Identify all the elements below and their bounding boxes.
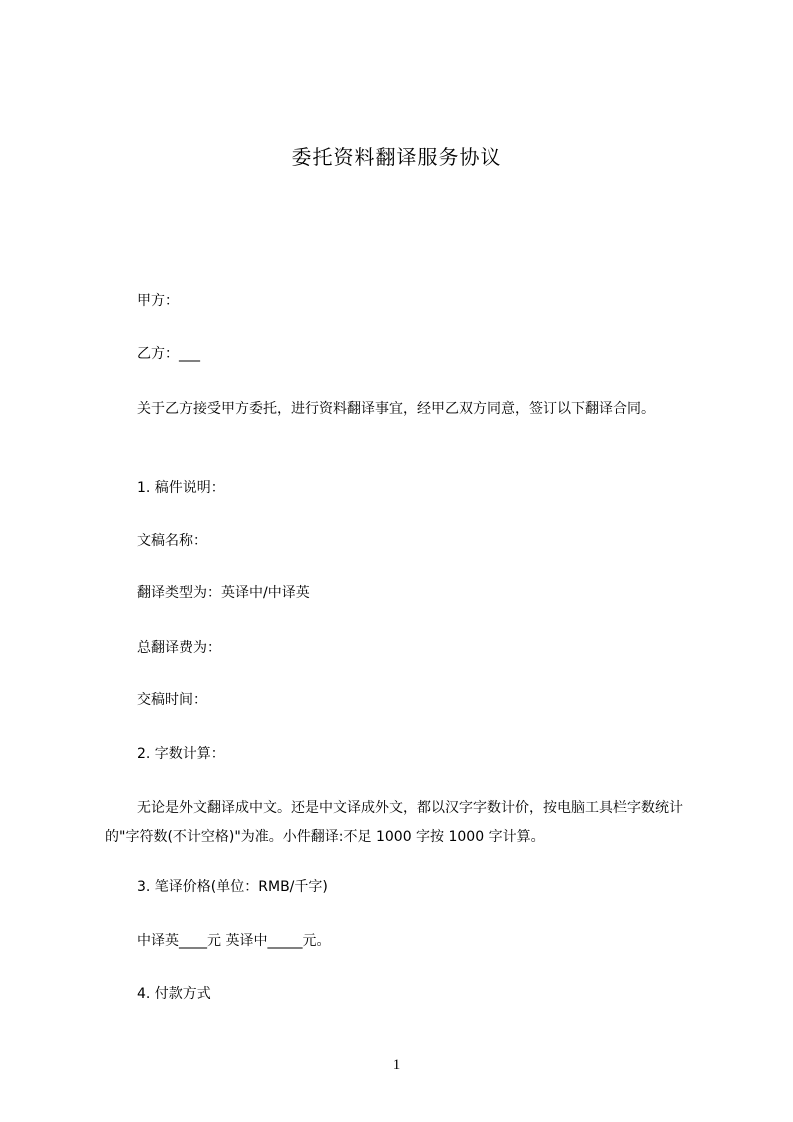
word-count-paragraph: 无论是外文翻译成中文。还是中文译成外文，都以汉字字数计价，按电脑工具栏字数统计的"字符数(不计空格)"为准。小件翻译:不足 1000 字按 1000 字计算。 xyxy=(105,800,683,845)
price-line: 中译英____元 英译中_____元。 xyxy=(137,933,331,949)
intro-paragraph: 关于乙方接受甲方委托，进行资料翻译事宜，经甲乙双方同意，签订以下翻译合同。 xyxy=(137,401,655,417)
delivery-time-field: 交稿时间： xyxy=(137,692,207,708)
translation-type-field: 翻译类型为：英译中/中译英 xyxy=(137,585,310,601)
document-title: 委托资料翻译服务协议 xyxy=(291,145,502,169)
section-1-heading: 1. 稿件说明： xyxy=(137,480,225,496)
section-4-heading: 4. 付款方式 xyxy=(137,986,211,1002)
section-2-heading: 2. 字数计算： xyxy=(137,746,225,762)
party-a-label: 甲方： xyxy=(137,293,179,309)
section-3-heading: 3. 笔译价格(单位：RMB/千字) xyxy=(137,879,328,895)
party-b-label: 乙方：___ xyxy=(137,346,200,362)
document-name-field: 文稿名称： xyxy=(137,533,207,549)
page-number: 1 xyxy=(392,1057,401,1073)
total-fee-field: 总翻译费为： xyxy=(137,640,221,656)
